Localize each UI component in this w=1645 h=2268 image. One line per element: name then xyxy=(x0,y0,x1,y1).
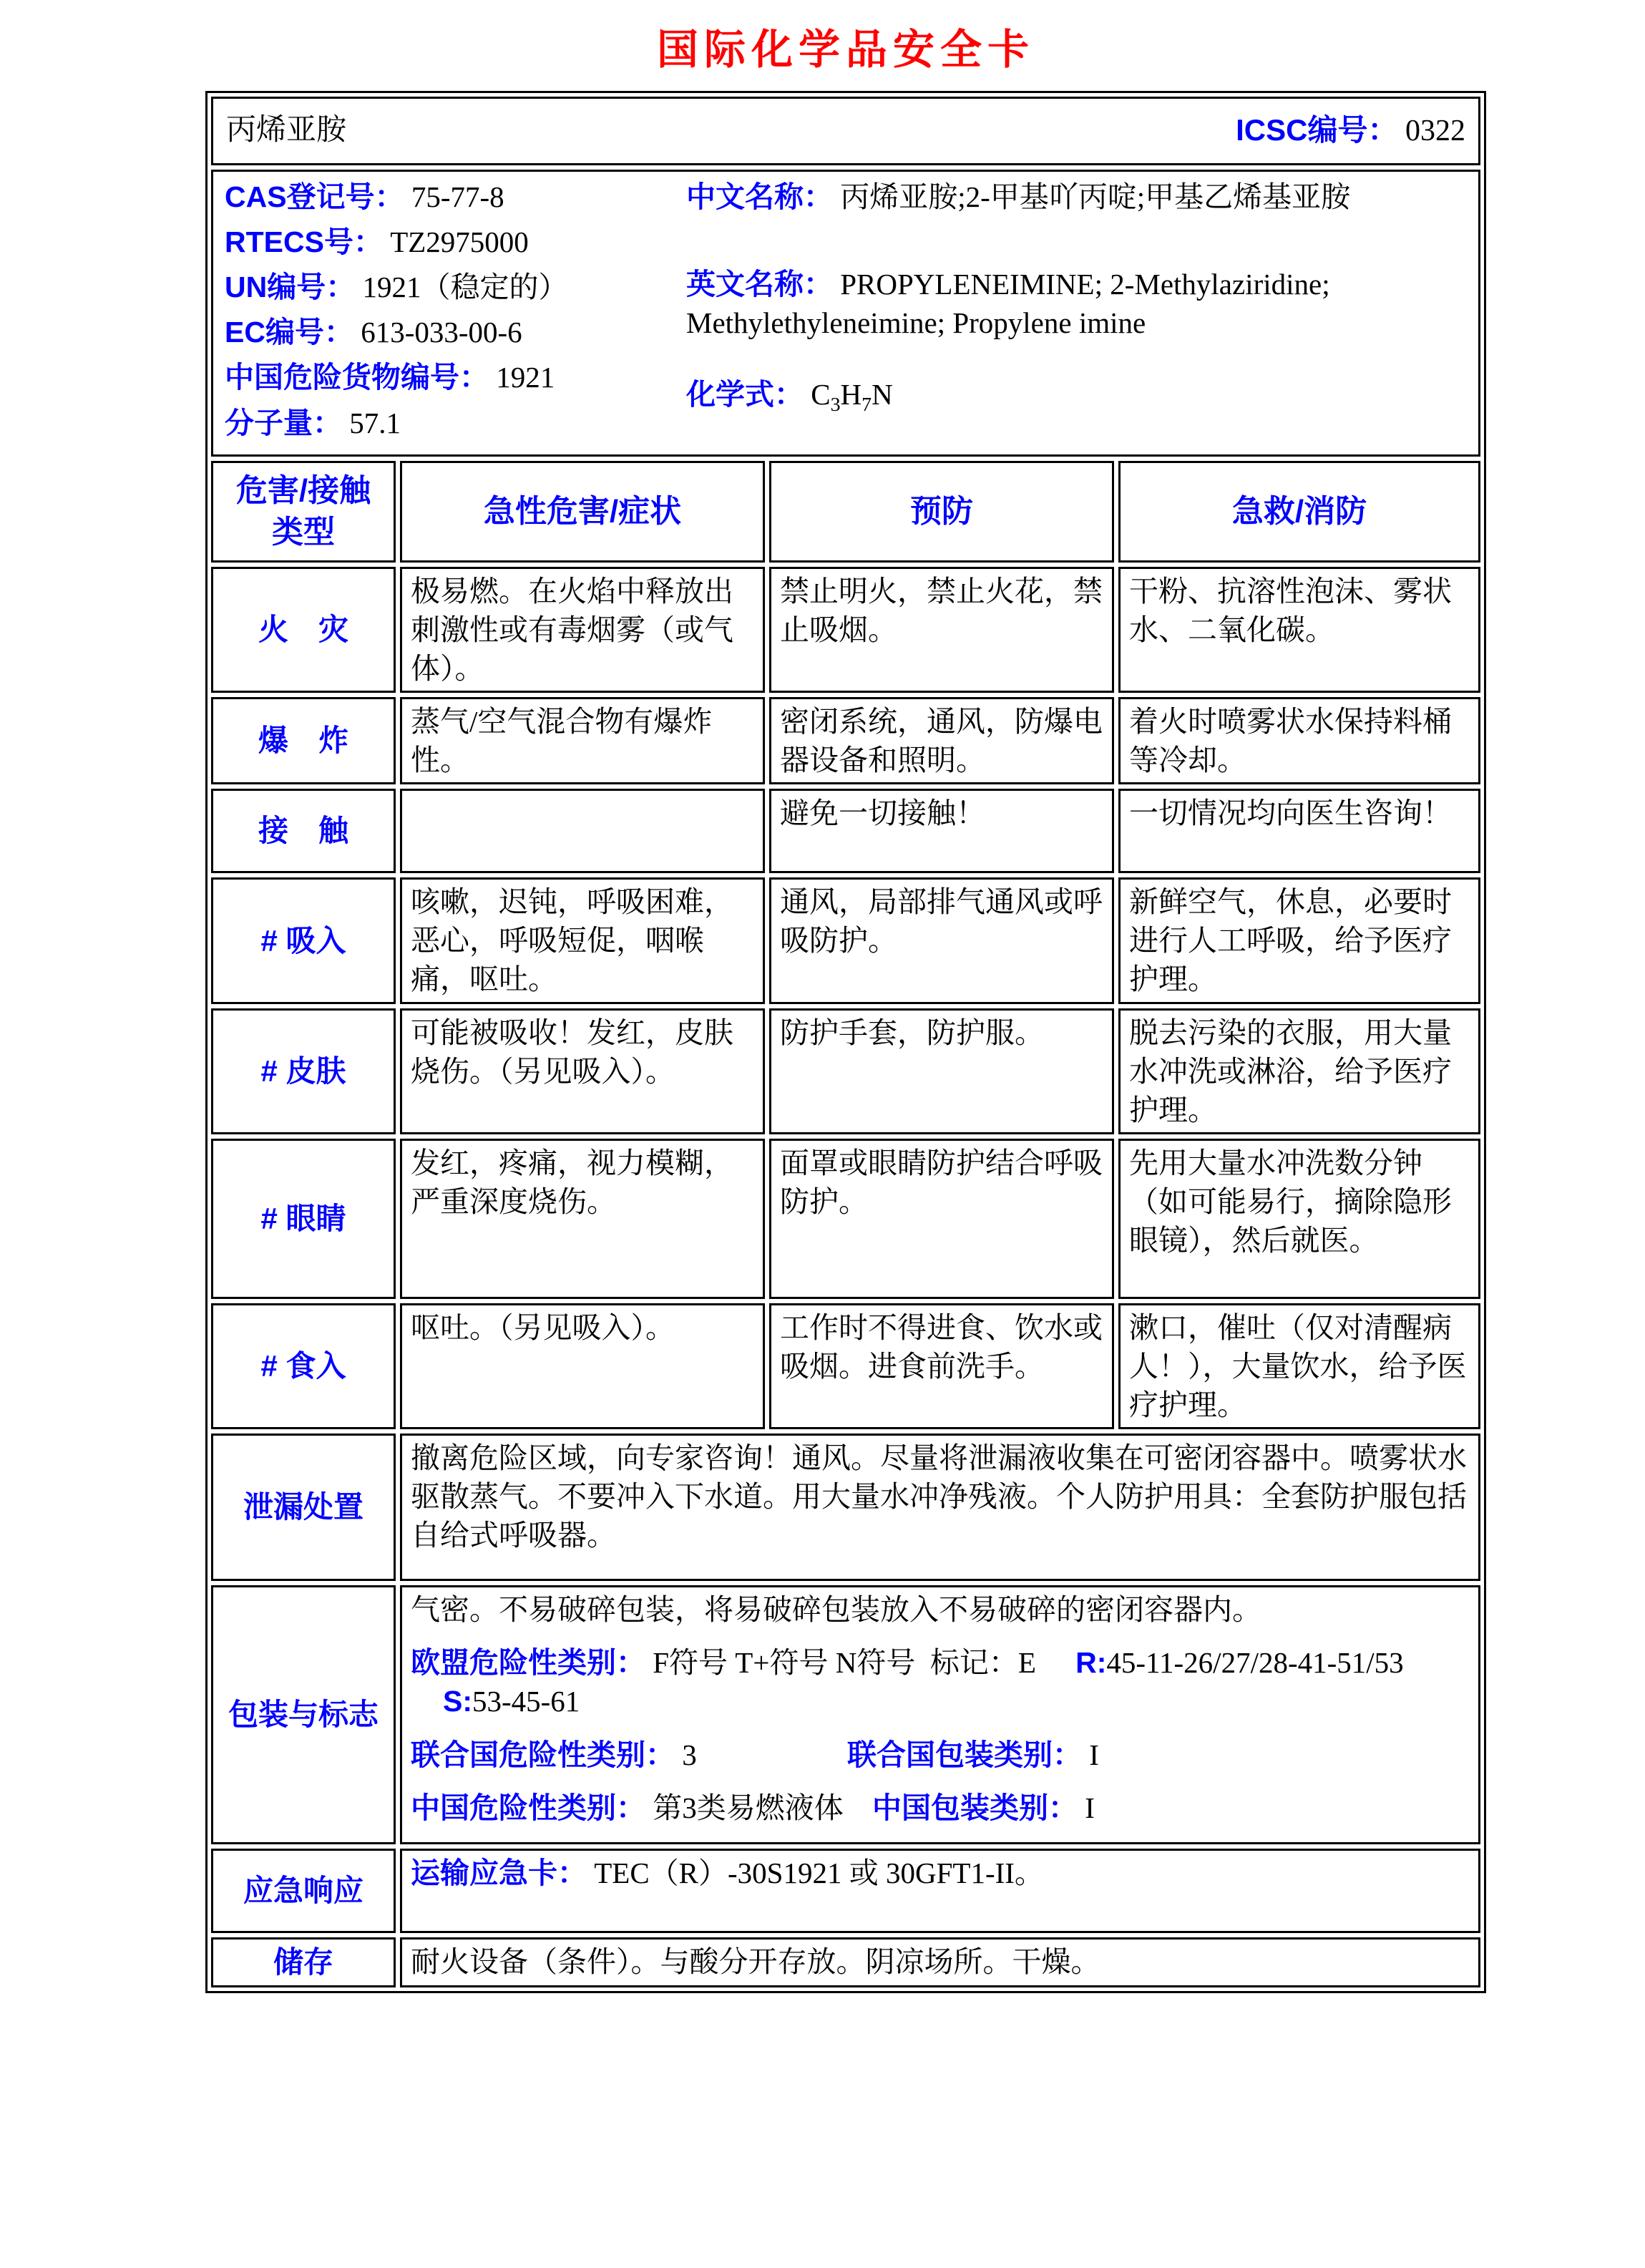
packaging-label: 包装与标志 xyxy=(211,1585,396,1844)
molecular-weight-label: 分子量： xyxy=(225,406,342,439)
r-phrases-value: 45-11-26/27/28-41-51/53 xyxy=(1106,1646,1404,1680)
identifiers-cell xyxy=(211,170,1480,457)
formula-c-subscript: 3 xyxy=(830,394,841,417)
emergency-response-row xyxy=(211,1849,1480,1933)
skin-symptoms: 可能被吸收！发红，皮肤烧伤。（另见吸入）。 xyxy=(400,1008,765,1134)
un-class-line xyxy=(411,1736,1470,1774)
ec-number-value: 613-033-00-6 xyxy=(361,316,522,349)
formula-c: C xyxy=(811,378,831,412)
s-phrases-value: 53-45-61 xyxy=(472,1685,580,1718)
r-phrases-label: R: xyxy=(1075,1646,1107,1680)
formula-line xyxy=(686,375,1467,419)
packaging-sealing-line xyxy=(411,1590,1470,1629)
chemical-names-block xyxy=(686,177,1467,449)
skin-label: # 皮肤 xyxy=(211,1008,396,1134)
fire-response: 干粉、抗溶性泡沫、雾状水、二氧化碳。 xyxy=(1118,567,1480,693)
chemical-formula xyxy=(811,378,893,417)
chinese-name-line xyxy=(686,177,1467,216)
packaging-content xyxy=(400,1585,1480,1844)
un-number-label: UN编号： xyxy=(225,271,356,304)
explosion-symptoms: 蒸气/空气混合物有爆炸性。 xyxy=(400,697,765,784)
packaging-row xyxy=(211,1585,1480,1844)
storage-row xyxy=(211,1937,1480,1987)
header-prevention: 预防 xyxy=(769,461,1114,563)
storage-label: 储存 xyxy=(211,1937,396,1987)
cas-number-label: CAS登记号： xyxy=(225,180,404,213)
chinese-name-label: 中文名称： xyxy=(686,180,833,213)
identifiers-row xyxy=(211,170,1480,457)
spillage-label: 泄漏处置 xyxy=(211,1434,396,1581)
inhalation-response: 新鲜空气，休息，必要时进行人工呼吸，给予医疗护理。 xyxy=(1118,877,1480,1003)
molecular-weight-value: 57.1 xyxy=(349,406,401,439)
fire-symptoms: 极易燃。在火焰中释放出刺激性或有毒烟雾（或气体）。 xyxy=(400,567,765,693)
chemical-name: 丙烯亚胺 xyxy=(226,114,347,147)
exposure-label: 接 触 xyxy=(211,789,396,873)
rtecs-number-label: RTECS号： xyxy=(225,225,383,259)
english-name-line xyxy=(686,265,1467,342)
skin-row xyxy=(211,1008,1480,1134)
fire-prevention: 禁止明火，禁止火花，禁止吸烟。 xyxy=(769,567,1114,693)
s-phrases-label: S: xyxy=(443,1685,472,1718)
un-hazard-class-label: 联合国危险性类别： xyxy=(411,1738,675,1771)
fire-label: 火 灾 xyxy=(211,567,396,693)
eu-hazard-class-value: F符号 T+符号 N符号 标记：E xyxy=(653,1646,1036,1680)
name-row xyxy=(211,97,1480,165)
ingestion-symptoms: 呕吐。（另见吸入）。 xyxy=(400,1303,765,1429)
molecular-weight-line xyxy=(225,404,686,442)
exposure-response: 一切情况均向医生咨询！ xyxy=(1118,789,1480,873)
china-dg-number-line xyxy=(225,358,686,396)
un-hazard-class-value: 3 xyxy=(682,1738,697,1771)
transport-emergency-card-value: TEC（R）-30S1921 或 30GFT1-II。 xyxy=(594,1856,1044,1890)
eyes-row xyxy=(211,1139,1480,1299)
skin-response: 脱去污染的衣服，用大量水冲洗或淋浴，给予医疗护理。 xyxy=(1118,1008,1480,1134)
icsc-card xyxy=(205,91,1486,1993)
inhalation-row xyxy=(211,877,1480,1003)
rtecs-number-value: TZ2975000 xyxy=(390,225,529,259)
ec-number-line xyxy=(225,313,686,351)
ec-number-label: EC编号： xyxy=(225,316,353,349)
ingestion-label: # 食入 xyxy=(211,1303,396,1429)
inhalation-prevention: 通风，局部排气通风或呼吸防护。 xyxy=(769,877,1114,1003)
ingestion-response: 漱口，催吐（仅对清醒病人！），大量饮水，给予医疗护理。 xyxy=(1118,1303,1480,1429)
icsc-number-value: 0322 xyxy=(1405,115,1465,148)
header-acute-hazards: 急性危害/症状 xyxy=(400,461,765,563)
page-title: 国际化学品安全卡 xyxy=(656,26,1035,73)
rtecs-number-line xyxy=(225,223,686,261)
china-packing-group-label: 中国包装类别： xyxy=(872,1791,1078,1824)
formula-n: N xyxy=(872,378,893,412)
eu-hazard-class-line xyxy=(411,1643,1470,1721)
china-dg-number-value: 1921 xyxy=(496,361,555,394)
chinese-name-value: 丙烯亚胺;2-甲基吖丙啶;甲基乙烯基亚胺 xyxy=(840,180,1351,213)
explosion-row xyxy=(211,697,1480,784)
storage-text: 耐火设备（条件）。与酸分开存放。阴凉场所。干燥。 xyxy=(400,1937,1480,1987)
fire-row xyxy=(211,567,1480,693)
un-packing-group-label: 联合国包装类别： xyxy=(847,1738,1082,1771)
transport-emergency-card-label: 运输应急卡： xyxy=(411,1856,587,1890)
inhalation-label: # 吸入 xyxy=(211,877,396,1003)
explosion-prevention: 密闭系统，通风，防爆电器设备和照明。 xyxy=(769,697,1114,784)
emergency-response-label: 应急响应 xyxy=(211,1849,396,1933)
un-number-value: 1921（稳定的） xyxy=(362,271,568,304)
formula-h: H xyxy=(840,378,862,412)
un-number-line xyxy=(225,268,686,306)
eyes-symptoms: 发红，疼痛，视力模糊，严重深度烧伤。 xyxy=(400,1139,765,1299)
english-name-label: 英文名称： xyxy=(686,268,833,301)
exposure-prevention: 避免一切接触！ xyxy=(769,789,1114,873)
cas-number-line xyxy=(225,177,686,216)
china-dg-number-label: 中国危险货物编号： xyxy=(225,361,489,394)
skin-prevention: 防护手套，防护服。 xyxy=(769,1008,1114,1134)
china-hazard-class-value: 第3类易燃液体 xyxy=(653,1791,844,1824)
explosion-response: 着火时喷雾状水保持料桶等冷却。 xyxy=(1118,697,1480,784)
header-hazard-type: 危害/接触类型 xyxy=(211,461,396,563)
english-name-value: PROPYLENEIMINE; 2-Methylaziridine; Methylethyleneimine; Propylene imine xyxy=(686,268,1330,340)
exposure-symptoms xyxy=(400,789,765,873)
eyes-response: 先用大量水冲洗数分钟（如可能易行，摘除隐形眼镜），然后就医。 xyxy=(1118,1139,1480,1299)
packaging-sealing-text: 气密。不易破碎包装，将易破碎包装放入不易破碎的密闭容器内。 xyxy=(411,1593,1261,1627)
exposure-row xyxy=(211,789,1480,873)
un-packing-group-value: I xyxy=(1089,1738,1099,1771)
ingestion-prevention: 工作时不得进食、饮水或吸烟。进食前洗手。 xyxy=(769,1303,1114,1429)
cas-number-value: 75-77-8 xyxy=(411,180,504,213)
eyes-prevention: 面罩或眼睛防护结合呼吸防护。 xyxy=(769,1139,1114,1299)
icsc-number-label: ICSC编号： xyxy=(1236,113,1398,147)
formula-label: 化学式： xyxy=(686,378,804,412)
name-row-cell xyxy=(211,97,1480,165)
spillage-row xyxy=(211,1434,1480,1581)
china-hazard-class-label: 中国危险性类别： xyxy=(411,1791,645,1824)
formula-h-subscript: 7 xyxy=(861,394,872,417)
icsc-number-group xyxy=(1236,110,1465,151)
identifier-list xyxy=(225,177,686,449)
china-packing-group-value: I xyxy=(1085,1791,1095,1824)
inhalation-symptoms: 咳嗽，迟钝，呼吸困难，恶心，呼吸短促，咽喉痛，呕吐。 xyxy=(400,877,765,1003)
ingestion-row xyxy=(211,1303,1480,1429)
explosion-label: 爆 炸 xyxy=(211,697,396,784)
china-class-line xyxy=(411,1788,1470,1827)
spillage-text: 撤离危险区域，向专家咨询！通风。尽量将泄漏液收集在可密闭容器中。喷雾状水驱散蒸气。不要冲入下水道。用大量水冲净残液。个人防护用具：全套防护服包括自给式呼吸器。 xyxy=(400,1434,1480,1581)
header-first-aid-firefighting: 急救/消防 xyxy=(1118,461,1480,563)
eu-hazard-class-label: 欧盟危险性类别： xyxy=(411,1646,645,1680)
emergency-response-content xyxy=(400,1849,1480,1933)
eyes-label: # 眼睛 xyxy=(211,1139,396,1299)
hazard-header-row xyxy=(211,461,1480,563)
